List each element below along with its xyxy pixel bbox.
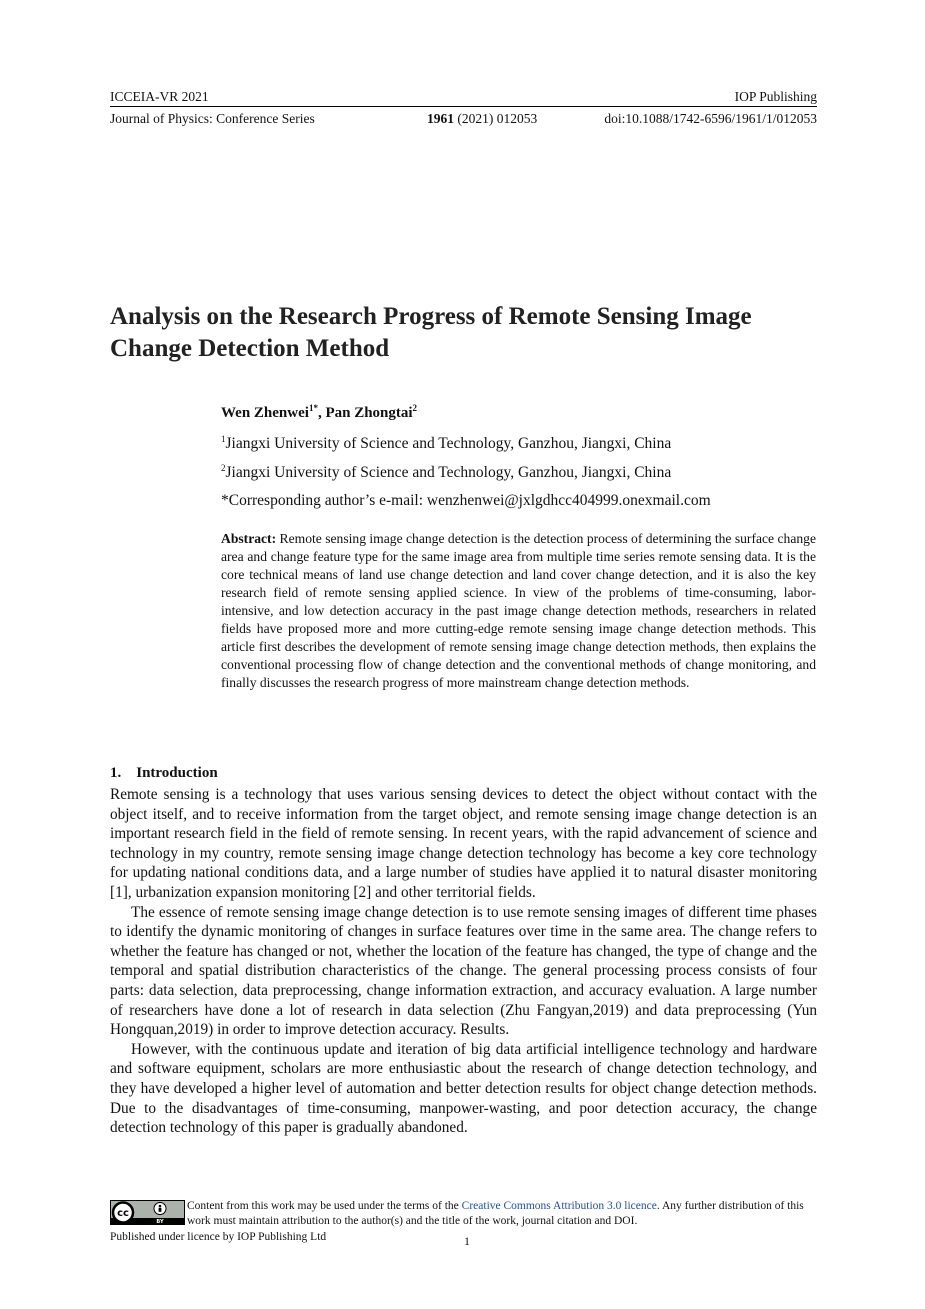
header-volume: 1961: [427, 111, 454, 126]
corresponding-author: *Corresponding author’s e-mail: wenzhenwei@jxlgdhcc404999.onexmail.com: [221, 492, 711, 509]
section-heading: [110, 765, 218, 782]
author-list: [221, 405, 417, 422]
abstract-text: Remote sensing image change detection is the detection process of determining the surface change area and change feature type for the same image area from multiple time series remote sensing data. It is the core technical means of land use change detection and land cover change detection, and it is also the key research field of remote sensing applied science. In view of the problems of time-consuming, labor-intensive, and low detection accuracy in the past image change detection methods, researchers in related fields have proposed more and more cutting-edge remote sensing image change detection methods. This article first describes the development of remote sensing image change detection methods, then explains the conventional processing flow of change detection and the conventional methods of change monitoring, and finally discusses the research progress of more mainstream change detection methods.: [221, 531, 816, 690]
paper-title-line2: Change Detection Method: [110, 335, 390, 362]
paragraph-2: The essence of remote sensing image change detection is to use remote sensing images of different time phases to identify the dynamic monitoring of changes in surface features over time in the same area. The change refers to whether the feature has changed or not, whether the location of the feature has changed, the type of change and the temporal and spatial distribution characteristics of the change. The general processing process consists of four parts: data selection, data preprocessing, change information extraction, and accuracy evaluation. A large number of researchers have done a lot of research in data selection (Zhu Fangyan,2019) and data preprocessing (Yun Hongquan,2019) in order to improve detection accuracy. Results.: [110, 903, 817, 1039]
affiliation-2-text: Jiangxi University of Science and Technology, Ganzhou, Jiangxi, China: [225, 464, 672, 481]
author-1-sup: 1*: [308, 403, 318, 413]
section-title: Introduction: [136, 765, 218, 781]
section-number: 1.: [110, 765, 122, 781]
paper-title-line1: Analysis on the Research Progress of Remote Sensing Image: [110, 303, 752, 330]
published-under: Published under licence by IOP Publishing Ltd: [110, 1231, 327, 1243]
cc-by-badge[interactable]: [110, 1200, 185, 1225]
license-text: [187, 1199, 817, 1229]
header-journal: Journal of Physics: Conference Series: [110, 111, 315, 126]
abstract: [221, 530, 816, 692]
header-conference: ICCEIA-VR 2021: [110, 89, 209, 104]
affiliation-1: [221, 435, 671, 453]
paragraph-1: Remote sensing is a technology that uses various sensing devices to detect the object without contact with the object itself, and to receive information from the target object, and remote sensing image change detection is an important research field in the field of remote sensing. In recent years, with the rapid advancement of science and technology in my country, remote sensing image change detection technology has become a key core technology for updating national conditions data, and a large number of studies have applied it to natural disaster monitoring [1], urbanization expansion monitoring [2] and other territorial fields.: [110, 786, 817, 901]
affiliation-2: [221, 464, 671, 482]
cc-icon-label: cc: [117, 1208, 129, 1219]
header-citation: [427, 111, 537, 127]
body-text: [110, 785, 817, 1138]
by-label: BY: [156, 1219, 164, 1225]
affiliation-1-text: Jiangxi University of Science and Technology, Ganzhou, Jiangxi, China: [225, 435, 672, 452]
header-publisher: IOP Publishing: [734, 89, 817, 104]
affiliation-2-sup: 2: [221, 463, 226, 473]
author-2: Pan Zhongtai: [325, 405, 413, 421]
header-doi: doi:10.1088/1742-6596/1961/1/012053: [604, 111, 817, 126]
header-year-article: (2021) 012053: [457, 111, 538, 126]
license-prefix: Content from this work may be used under the terms of the: [187, 1200, 459, 1212]
header-rule: [110, 106, 817, 107]
page-number: 1: [464, 1234, 470, 1248]
paragraph-3: However, with the continuous update and iteration of big data artificial intelligence technology and hardware and software equipment, scholars are more enthusiastic about the research of change detection technology, and they have developed a higher level of automation and better detection results for object change detection methods. Due to the disadvantages of time-consuming, manpower-wasting, and poor detection accuracy, the change detection technology of this paper is gradually abandoned.: [110, 1040, 817, 1137]
abstract-label: Abstract:: [221, 531, 277, 546]
affiliation-1-sup: 1: [221, 434, 226, 444]
license-link[interactable]: Creative Commons Attribution 3.0 licence: [461, 1200, 657, 1212]
author-1: Wen Zhenwei: [221, 405, 309, 421]
license-suffix: . Any further distribution of this work must maintain attribution to the author(s) and the title of the work, journal citation and DOI.: [187, 1200, 804, 1227]
author-2-sup: 2: [412, 403, 418, 413]
paper-title: [110, 301, 830, 365]
author-separator: ,: [317, 405, 326, 421]
